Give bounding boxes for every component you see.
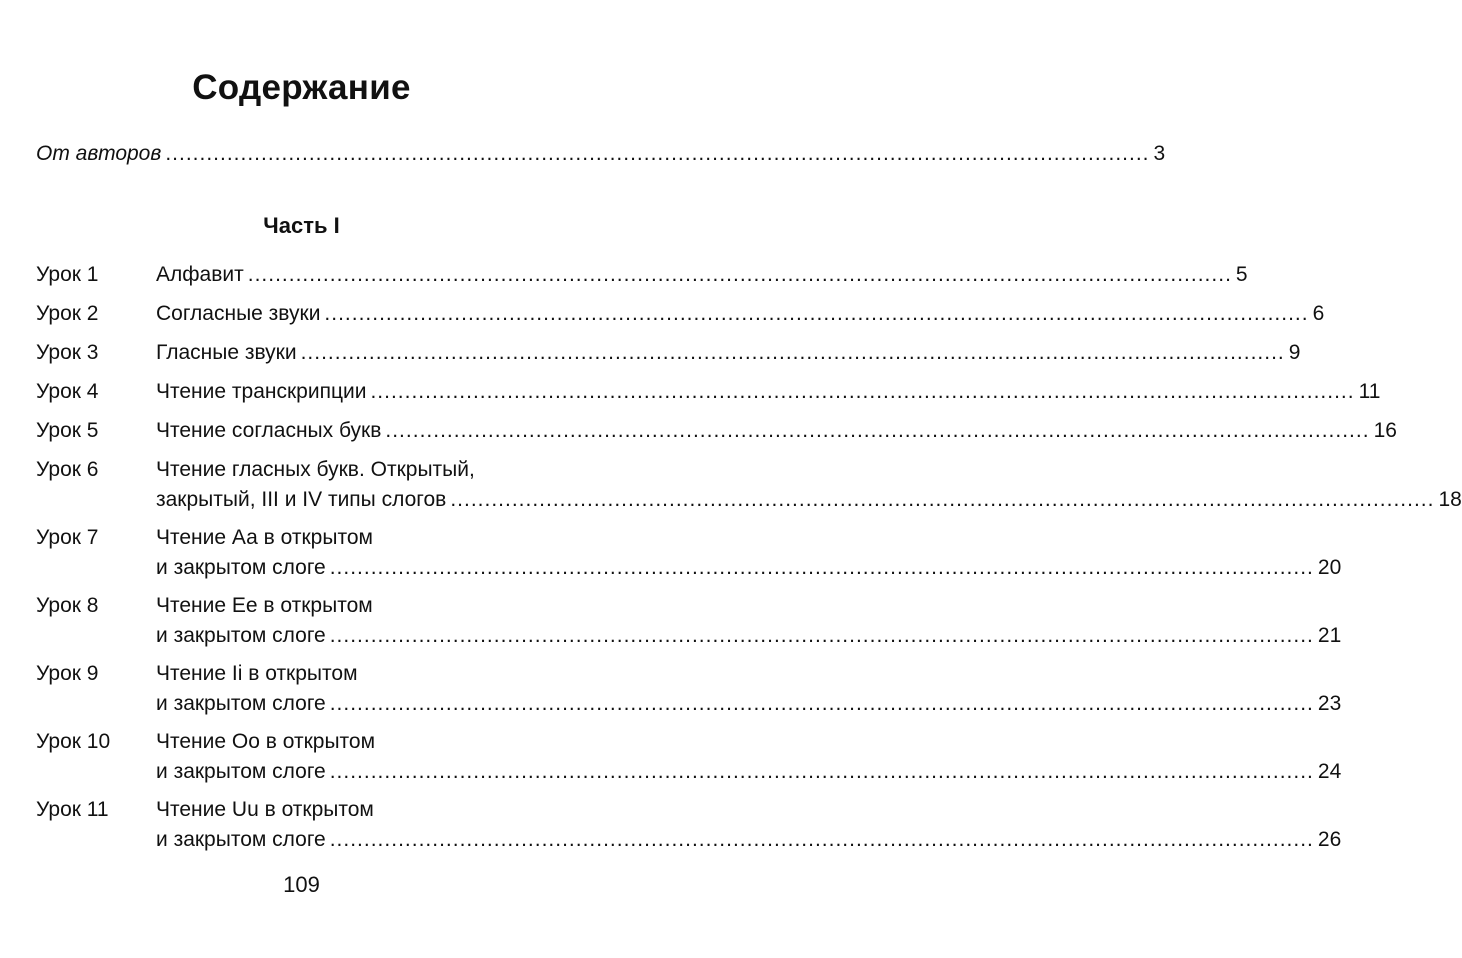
lesson-list (36, 260, 1462, 863)
lesson-title-text: Алфавит (156, 263, 244, 286)
lesson-title-block (156, 591, 1341, 651)
lesson-title-text: закрытый, III и IV типы слогов (156, 488, 447, 511)
lesson-title-text: Чтение Uu в открытом (156, 798, 374, 821)
toc-page-number: 9 (1288, 341, 1301, 364)
lesson-number: Урок 2 (36, 302, 99, 325)
lesson-title-text: и закрытом слоге (156, 828, 326, 851)
dot-leader (301, 338, 1285, 368)
dot-leader (330, 757, 1314, 787)
lesson-title-line (156, 591, 1341, 621)
dot-leader (385, 416, 1369, 446)
toc-lesson-row (36, 727, 1342, 787)
dot-leader (450, 485, 1434, 515)
lesson-title-text: Чтение транскрипции (156, 380, 367, 403)
lesson-title-text: Чтение Ее в открытом (156, 594, 373, 617)
toc-page-number: 16 (1373, 419, 1397, 442)
toc-lesson-row (36, 338, 1301, 368)
lesson-number: Урок 5 (36, 419, 99, 442)
toc-lesson-row (36, 377, 1381, 407)
lesson-title-line (156, 377, 1380, 407)
lesson-title-text: и закрытом слоге (156, 556, 326, 579)
toc-page-number: 11 (1358, 380, 1381, 403)
lesson-number: Урок 6 (36, 458, 99, 481)
lesson-title-text: и закрытом слоге (156, 624, 326, 647)
dot-leader (330, 689, 1314, 719)
toc-lesson-row (36, 795, 1342, 855)
lesson-number: Урок 10 (36, 730, 111, 753)
dot-leader (248, 260, 1232, 290)
toc-lesson-row (36, 260, 1248, 290)
toc-lesson-row (36, 455, 1462, 515)
lesson-title-block (156, 659, 1341, 719)
toc-page-number: 26 (1317, 828, 1342, 851)
lesson-title-line (156, 825, 1341, 855)
dot-leader (165, 142, 1149, 166)
dot-leader (324, 299, 1308, 329)
lesson-title-line (156, 338, 1300, 368)
page-title: Содержание (192, 68, 411, 107)
dot-leader (370, 377, 1354, 407)
lesson-title-text: Гласные звуки (156, 341, 297, 364)
lesson-number: Урок 11 (36, 798, 109, 821)
lesson-title-line (156, 260, 1248, 290)
toc-page-number: 20 (1317, 556, 1342, 579)
lesson-title-text: Чтение согласных букв (156, 419, 382, 442)
dot-leader (330, 825, 1314, 855)
lesson-title-line (156, 659, 1341, 689)
lesson-title-line (156, 757, 1341, 787)
lesson-title-text: Чтение гласных букв. Открытый, (156, 458, 475, 481)
lesson-title-line (156, 795, 1341, 825)
toc-lesson-row (36, 523, 1342, 583)
toc-lesson-row (36, 299, 1325, 329)
dot-leader (330, 621, 1314, 651)
lesson-number: Урок 4 (36, 380, 99, 403)
toc-page-number: 18 (1438, 488, 1462, 511)
part-heading: Часть I (263, 213, 340, 238)
lesson-title-block (156, 523, 1341, 583)
toc-page-number: 24 (1317, 760, 1342, 783)
toc-entry-label: От авторов (36, 142, 162, 165)
lesson-title-line (156, 621, 1341, 651)
lesson-title-line (156, 553, 1341, 583)
lesson-title-block (156, 416, 1397, 446)
lesson-number: Урок 8 (36, 594, 99, 617)
toc-entry-authors (36, 142, 1166, 166)
page-number: 109 (283, 872, 320, 897)
lesson-title-line (156, 727, 1341, 757)
lesson-title-block (156, 455, 1462, 515)
lesson-title-block (156, 727, 1341, 787)
lesson-title-line (156, 485, 1462, 515)
lesson-number: Урок 1 (36, 263, 99, 286)
lesson-title-text: Чтение Оо в открытом (156, 730, 376, 753)
toc-page-number: 3 (1153, 142, 1166, 165)
toc-page-number: 5 (1235, 263, 1248, 286)
toc-page-number: 21 (1317, 624, 1342, 647)
toc-page-number: 23 (1317, 692, 1342, 715)
lesson-title-text: Чтение Аа в открытом (156, 526, 373, 549)
lesson-number: Урок 7 (36, 526, 99, 549)
toc-lesson-row (36, 416, 1397, 446)
lesson-title-block (156, 299, 1324, 329)
lesson-title-block (156, 795, 1341, 855)
lesson-title-line (156, 455, 1462, 485)
lesson-title-block (156, 338, 1300, 368)
lesson-title-line (156, 299, 1324, 329)
dot-leader (330, 553, 1314, 583)
toc-lesson-row (36, 591, 1342, 651)
lesson-number: Урок 3 (36, 341, 99, 364)
lesson-title-line (156, 416, 1397, 446)
lesson-number: Урок 9 (36, 662, 99, 685)
lesson-title-text: и закрытом слоге (156, 692, 326, 715)
toc-page-number: 6 (1312, 302, 1325, 325)
lesson-title-line (156, 689, 1341, 719)
lesson-title-text: и закрытом слоге (156, 760, 326, 783)
lesson-title-line (156, 523, 1341, 553)
lesson-title-block (156, 377, 1380, 407)
lesson-title-block (156, 260, 1248, 290)
toc-lesson-row (36, 659, 1342, 719)
lesson-title-text: Чтение Ii в открытом (156, 662, 358, 685)
lesson-title-text: Согласные звуки (156, 302, 321, 325)
